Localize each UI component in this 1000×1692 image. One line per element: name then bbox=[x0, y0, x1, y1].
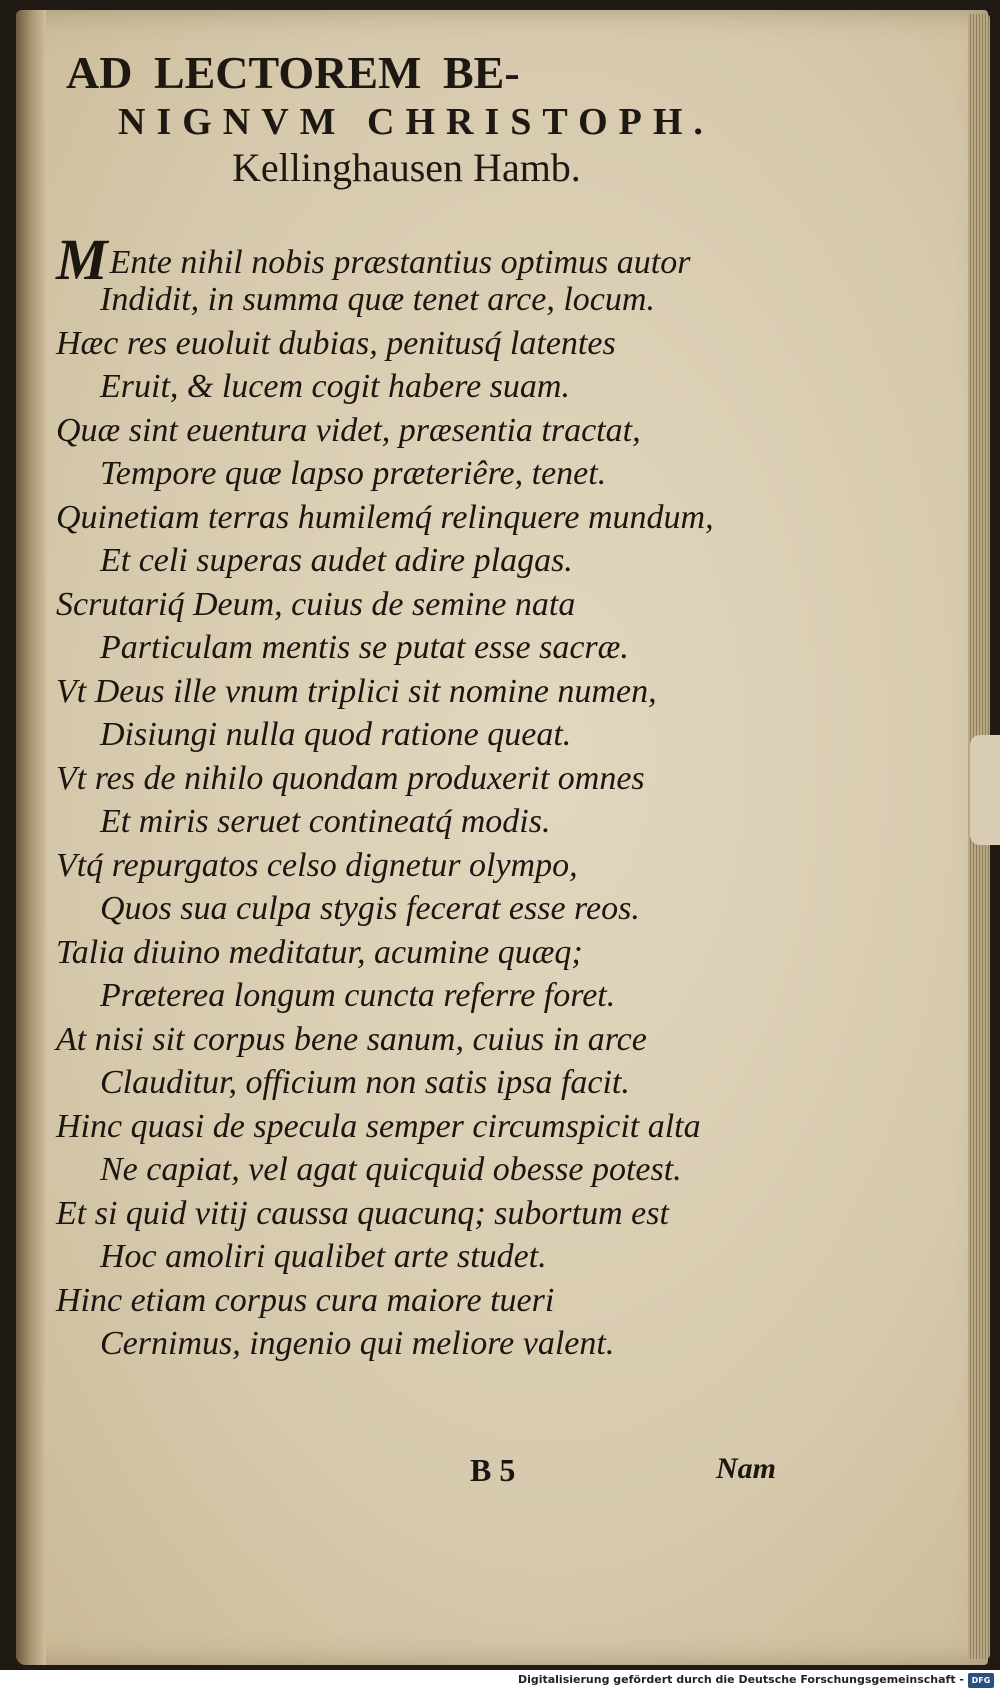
book-gutter bbox=[16, 10, 46, 1665]
catchword: Nam bbox=[716, 1452, 776, 1485]
poem-line: Et miris seruet contineatq́ modis. bbox=[100, 803, 551, 840]
poem-line: Indidit, in summa quæ tenet arce, locum. bbox=[100, 281, 655, 318]
page-tab-marker bbox=[970, 735, 1000, 845]
poem-line: Disiungi nulla quod ratione queat. bbox=[100, 716, 572, 753]
poem-line-text: Ente nihil nobis præstantius optimus autor bbox=[109, 244, 691, 281]
poem-line bbox=[56, 227, 691, 292]
poem-line: Ne capiat, vel agat quicquid obesse potest. bbox=[100, 1151, 682, 1188]
poem-line: Clauditur, officium non satis ipsa facit. bbox=[100, 1064, 630, 1101]
poem-line: Vt Deus ille vnum triplici sit nomine numen, bbox=[56, 673, 657, 710]
poem-line: Et celi superas audet adire plagas. bbox=[100, 542, 573, 579]
title-line-1: AD LECTOREM BE- bbox=[66, 47, 520, 98]
signature-mark: B 5 bbox=[470, 1452, 516, 1488]
drop-initial: M bbox=[56, 227, 108, 292]
poem-line: Eruit, & lucem cogit habere suam. bbox=[100, 368, 570, 405]
poem-line: Quinetiam terras humilemq́ relinquere mundum, bbox=[56, 499, 714, 536]
poem-line: Quos sua culpa stygis fecerat esse reos. bbox=[100, 890, 640, 927]
poem-line: Vtq́ repurgatos celso dignetur olympo, bbox=[56, 847, 578, 884]
poem-line: Et si quid vitij caussa quacunq; subortum est bbox=[56, 1195, 669, 1232]
poem-line: Hinc etiam corpus cura maiore tueri bbox=[56, 1282, 555, 1319]
poem-line: Scrutariq́ Deum, cuius de semine nata bbox=[56, 586, 576, 623]
poem-line: Hinc quasi de specula semper circumspicit alta bbox=[56, 1108, 701, 1145]
poem-line: Hæc res euoluit dubias, penitusq́ latentes bbox=[56, 325, 616, 362]
poem-line: Tempore quæ lapso præteriêre, tenet. bbox=[100, 455, 607, 492]
poem-line: Præterea longum cuncta referre foret. bbox=[100, 977, 616, 1014]
poem-line: Cernimus, ingenio qui meliore valent. bbox=[100, 1325, 615, 1362]
funding-notice: Digitalisierung gefördert durch die Deutsche Forschungsgemeinschaft - bbox=[517, 1673, 964, 1686]
footer-bar bbox=[0, 1670, 1000, 1692]
poem-line: Talia diuino meditatur, acumine quæq; bbox=[56, 934, 583, 971]
title-line-3: Kellinghausen Hamb. bbox=[232, 145, 581, 190]
poem-line: Quæ sint euentura videt, præsentia tractat, bbox=[56, 412, 641, 449]
poem-line: Particulam mentis se putat esse sacræ. bbox=[100, 629, 629, 666]
title-line-2: NIGNVM CHRISTOPH. bbox=[118, 101, 714, 143]
poem-line: At nisi sit corpus bene sanum, cuius in arce bbox=[56, 1021, 647, 1058]
dfg-logo: DFG bbox=[968, 1673, 994, 1688]
poem-line: Vt res de nihilo quondam produxerit omnes bbox=[56, 760, 645, 797]
poem-line: Hoc amoliri qualibet arte studet. bbox=[100, 1238, 547, 1275]
